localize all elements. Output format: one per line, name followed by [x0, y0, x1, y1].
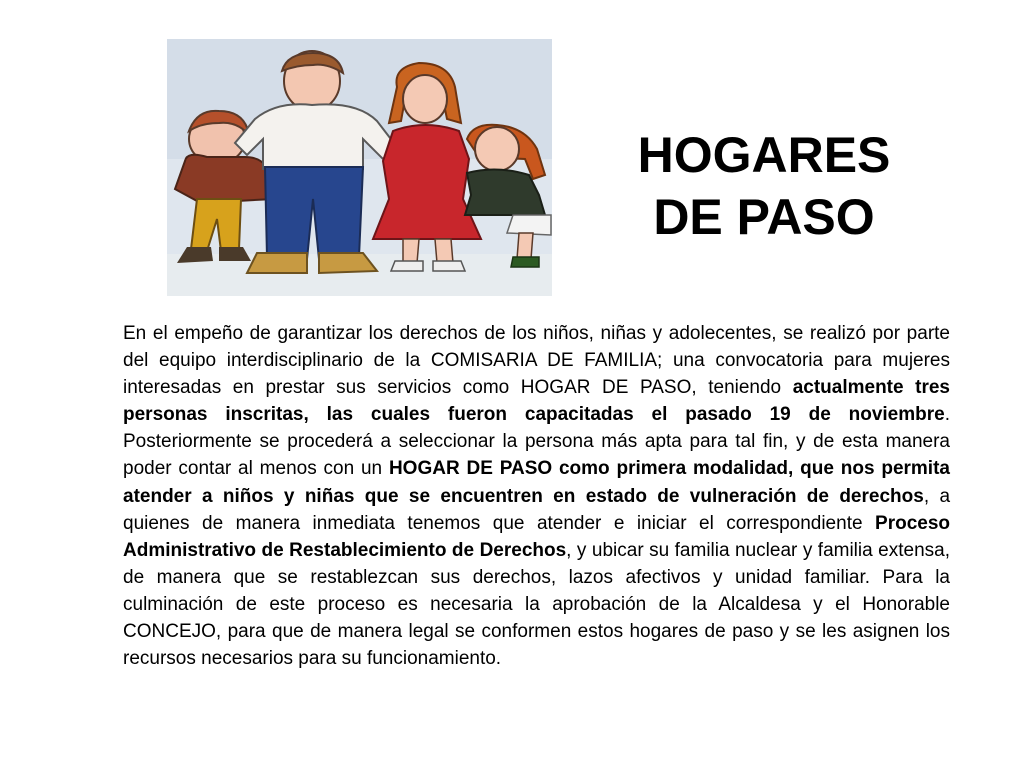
body-paragraph: [123, 320, 950, 672]
paragraph-bold-1: actualmente tres personas inscritas, las cuales fueron capacitadas el pasado 19 de noviembre: [123, 377, 950, 426]
title-line-2: DE PASO: [653, 189, 875, 245]
paragraph-text-2: . Posteriormente se procederá a seleccionar la persona más apta para tal fin, y de esta manera poder contar al menos con un: [123, 404, 950, 480]
title-line-1: HOGARES: [637, 127, 891, 183]
paragraph-text-4: , y ubicar su familia nuclear y familia extensa, de manera que se restablezcan sus derechos, lazos afectivos y unidad familiar. Para la culminación de este proceso es necesaria la aprobación de la Alcaldesa y el Honorable CONCEJO, para que de manera legal se conformen estos hogares de paso y se les asignen los recursos necesarios para su funcionamiento.: [123, 539, 950, 670]
paragraph-text-1: En el empeño de garantizar los derechos de los niños, niñas y adolecentes, se realizó por parte del equipo interdisciplinario de la COMISARIA DE FAMILIA; una convocatoria para mujeres interesadas en prestar sus servicios como HOGAR DE PASO, teniendo: [123, 323, 950, 399]
family-illustration-image: [167, 39, 552, 296]
family-drawing-picture: [167, 39, 552, 296]
slide-title: [596, 124, 932, 248]
paragraph-text-3: , a quienes de manera inmediata tenemos que atender e iniciar el correspondiente: [123, 485, 951, 534]
paragraph-bold-2: HOGAR DE PASO como primera modalidad, que nos permita atender a niños y niñas que se encuentren en estado de vulneración de derechos: [123, 458, 950, 507]
paragraph-bold-3: Proceso Administrativo de Restablecimiento de Derechos: [123, 512, 950, 561]
